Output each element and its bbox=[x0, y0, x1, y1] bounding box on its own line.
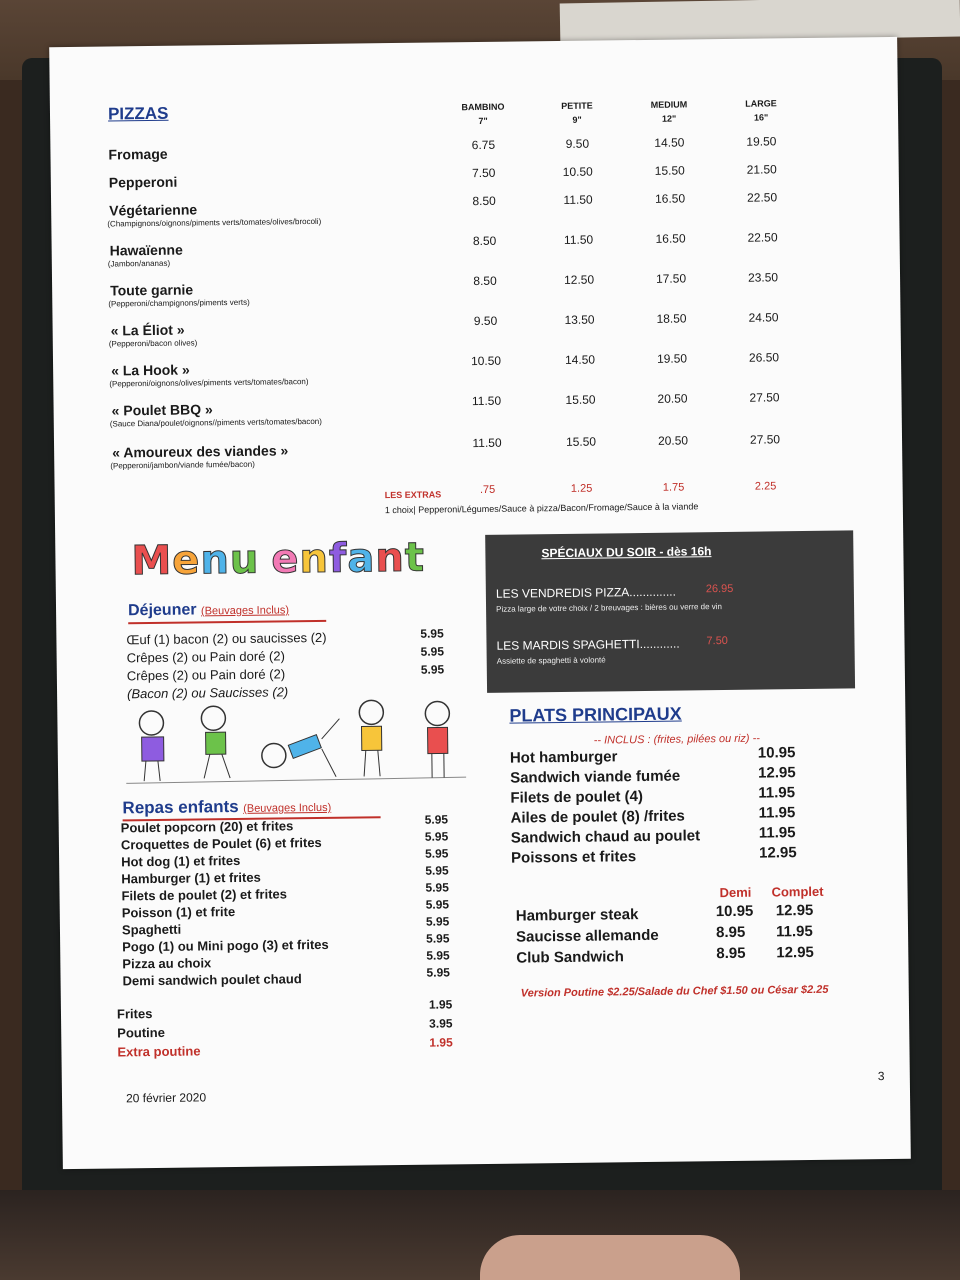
repas-price: 5.95 bbox=[426, 931, 450, 946]
page-number: 3 bbox=[877, 1069, 885, 1084]
pizza-price: 8.50 bbox=[472, 193, 496, 209]
dejeuner-item: Crêpes (2) ou Pain doré (2) bbox=[126, 666, 286, 684]
repas-item: Filets de poulet (2) et frites bbox=[121, 886, 288, 904]
repas-item: Pogo (1) ou Mini pogo (3) et frites bbox=[122, 936, 329, 955]
size-header-name: MEDIUM bbox=[650, 99, 688, 110]
special-description: Assiette de spaghetti à volonté bbox=[496, 655, 606, 666]
repas-item: Demi sandwich poulet chaud bbox=[122, 971, 302, 989]
pizza-price: 14.50 bbox=[654, 135, 685, 150]
repas-price: 5.95 bbox=[425, 897, 450, 912]
pizza-price: 11.50 bbox=[563, 192, 593, 207]
pizza-description: (Champignons/oignons/piments verts/tomates/olives/brocoli) bbox=[107, 216, 322, 229]
pizza-price: 20.50 bbox=[657, 391, 688, 406]
pizza-price: 15.50 bbox=[565, 434, 597, 449]
repas-item: Pizza au choix bbox=[122, 955, 212, 972]
pizza-name: Pepperoni bbox=[108, 173, 178, 191]
plat-price: 12.95 bbox=[757, 764, 796, 782]
plat-price-demi: 8.95 bbox=[716, 944, 746, 963]
size-header-name: PETITE bbox=[561, 100, 593, 111]
plat-item: Filets de poulet (4) bbox=[510, 788, 643, 807]
pizza-price: 26.50 bbox=[748, 350, 780, 365]
specials-box bbox=[485, 530, 855, 692]
pizza-price: 10.50 bbox=[562, 164, 593, 179]
dejeuner-title: Déjeuner bbox=[127, 601, 197, 620]
plats-title: PLATS PRINCIPAUX bbox=[509, 703, 682, 726]
plat-price: 11.95 bbox=[758, 824, 796, 842]
dejeuner-price: 5.95 bbox=[420, 662, 445, 677]
pizza-name: Végétarienne bbox=[109, 201, 198, 219]
dejeuner-item: (Bacon (2) ou Saucisses (2) bbox=[126, 684, 289, 702]
pizza-price: 24.50 bbox=[748, 310, 779, 325]
title-letter: n bbox=[200, 537, 231, 584]
extras-price: 1.25 bbox=[570, 482, 593, 495]
title-letter: e bbox=[271, 536, 300, 583]
side-price: 1.95 bbox=[428, 997, 453, 1012]
dejeuner-item: Crêpes (2) ou Pain doré (2) bbox=[126, 648, 285, 666]
pizza-name: Toute garnie bbox=[110, 281, 194, 299]
pizza-price: 7.50 bbox=[471, 165, 496, 181]
dejeuner-price: 5.95 bbox=[420, 626, 444, 641]
plat-price-complet: 12.95 bbox=[776, 943, 814, 962]
side-item: Frites bbox=[116, 1006, 153, 1022]
pizza-description: (Pepperoni/champignons/piments verts) bbox=[108, 297, 250, 309]
pizza-price: 22.50 bbox=[747, 230, 778, 245]
pizza-price: 15.50 bbox=[565, 392, 596, 407]
pizza-description: (Pepperoni/oignons/olives/piments verts/tomates/bacon) bbox=[109, 377, 309, 389]
title-letter: n bbox=[299, 535, 330, 583]
pizza-price: 27.50 bbox=[749, 432, 781, 447]
size-header-name: LARGE bbox=[745, 98, 777, 109]
dejeuner-price: 5.95 bbox=[420, 644, 445, 659]
pizza-price: 16.50 bbox=[655, 231, 686, 246]
pizza-name: Hawaïenne bbox=[109, 241, 183, 259]
extras-price: .75 bbox=[479, 483, 496, 496]
side-item: Poutine bbox=[117, 1024, 165, 1041]
dejeuner-note: (Beuvages Inclus) bbox=[200, 604, 290, 618]
pizza-price: 8.50 bbox=[473, 273, 497, 289]
pizza-price: 22.50 bbox=[746, 190, 778, 205]
pizza-price: 14.50 bbox=[564, 352, 596, 367]
special-price: 26.95 bbox=[705, 582, 734, 596]
pizza-price: 18.50 bbox=[656, 311, 687, 326]
repas-heading bbox=[122, 796, 331, 819]
pizza-price: 21.50 bbox=[746, 162, 777, 177]
plat-item: Hot hamburger bbox=[509, 748, 618, 767]
repas-price: 5.95 bbox=[424, 812, 449, 827]
pizza-price: 11.50 bbox=[563, 232, 594, 247]
pizza-price: 27.50 bbox=[749, 390, 780, 405]
title-letter: M bbox=[131, 537, 173, 585]
extras-note: 1 choix| Pepperoni/Légumes/Sauce à pizza/Bacon/Fromage/Sauce à la viande bbox=[384, 501, 699, 516]
pizza-price: 13.50 bbox=[564, 312, 595, 327]
menu-enfant-title bbox=[131, 535, 425, 585]
pizza-price: 6.75 bbox=[471, 137, 496, 153]
repas-price: 5.95 bbox=[425, 880, 449, 895]
col-complet: Complet bbox=[771, 883, 824, 900]
repas-item: Poulet popcorn (20) et frites bbox=[120, 818, 294, 836]
pizza-price: 12.50 bbox=[563, 272, 595, 287]
pizza-price: 17.50 bbox=[655, 271, 687, 286]
extras-label: LES EXTRAS bbox=[384, 489, 442, 501]
side-item: Extra poutine bbox=[117, 1043, 201, 1060]
background-paper bbox=[560, 0, 960, 43]
pizzas-title: PIZZAS bbox=[107, 103, 169, 124]
title-letter: a bbox=[347, 535, 376, 582]
plats-inclus: -- INCLUS : (frites, pilées ou riz) -- bbox=[593, 732, 761, 747]
repas-item: Croquettes de Poulet (6) et frites bbox=[120, 834, 322, 853]
pizza-price: 16.50 bbox=[654, 191, 686, 206]
plat-item: Sandwich viande fumée bbox=[510, 767, 681, 787]
extras-price: 1.75 bbox=[662, 481, 685, 494]
repas-item: Poisson (1) et frite bbox=[121, 904, 236, 921]
repas-note: (Beuvages Inclus) bbox=[243, 801, 332, 815]
special-item: LES VENDREDIS PIZZA.............. bbox=[495, 584, 677, 601]
plat-price-demi: 8.95 bbox=[715, 923, 746, 942]
special-item: LES MARDIS SPAGHETTI............ bbox=[496, 636, 680, 653]
foot-shape bbox=[480, 1235, 740, 1280]
plat-item: Ailes de poulet (8) /frites bbox=[510, 807, 685, 827]
plat-price-complet: 12.95 bbox=[775, 901, 814, 920]
title-letter: t bbox=[404, 534, 426, 581]
plat-item: Saucisse allemande bbox=[515, 926, 659, 946]
menu-date: 20 février 2020 bbox=[125, 1090, 207, 1106]
side-price: 3.95 bbox=[429, 1016, 453, 1031]
kids-drawing-illustration bbox=[125, 697, 468, 791]
title-letter: u bbox=[229, 536, 260, 584]
pizza-price: 23.50 bbox=[747, 270, 779, 285]
specials-title: SPÉCIAUX DU SOIR - dès 16h bbox=[541, 544, 712, 561]
repas-title: Repas enfants bbox=[122, 796, 239, 818]
plat-item: Club Sandwich bbox=[516, 948, 624, 967]
plat-item: Poissons et frites bbox=[511, 848, 637, 867]
repas-price: 5.95 bbox=[426, 965, 450, 980]
pizza-description: (Pepperoni/jambon/viande fumée/bacon) bbox=[110, 459, 255, 471]
pizza-price: 15.50 bbox=[654, 163, 685, 178]
size-header-inch: 7" bbox=[478, 115, 488, 126]
pizza-name: « Amoureux des viandes » bbox=[112, 442, 289, 461]
pizza-price: 10.50 bbox=[470, 353, 502, 369]
size-header-inch: 16" bbox=[753, 112, 769, 123]
col-demi: Demi bbox=[719, 884, 752, 901]
pizza-price: 19.50 bbox=[656, 351, 688, 366]
plat-price: 12.95 bbox=[758, 844, 797, 862]
plats-version-note: Version Poutine $2.25/Salade du Chef $1.50 ou César $2.25 bbox=[520, 983, 829, 1000]
size-header-inch: 9" bbox=[572, 114, 582, 125]
plat-item: Sandwich chaud au poulet bbox=[510, 827, 701, 847]
repas-price: 5.95 bbox=[426, 948, 450, 963]
dejeuner-underline bbox=[128, 620, 326, 624]
pizza-price: 9.50 bbox=[565, 136, 590, 151]
pizza-name: « Poulet BBQ » bbox=[111, 401, 213, 419]
plat-price: 10.95 bbox=[757, 744, 796, 762]
pizza-price: 9.50 bbox=[473, 313, 498, 329]
plat-price: 11.95 bbox=[758, 784, 796, 802]
repas-item: Hamburger (1) et frites bbox=[121, 869, 261, 887]
size-header-name: BAMBINO bbox=[461, 101, 505, 113]
title-letter: n bbox=[375, 534, 406, 582]
pizza-price: 19.50 bbox=[746, 134, 777, 149]
pizza-name: « La Hook » bbox=[111, 361, 190, 379]
repas-item: Hot dog (1) et frites bbox=[121, 852, 241, 870]
menu-page bbox=[49, 37, 911, 1169]
pizza-name: Fromage bbox=[108, 145, 168, 163]
pizza-description: (Jambon/ananas) bbox=[107, 258, 171, 269]
pizza-price: 20.50 bbox=[657, 433, 689, 448]
size-header-inch: 12" bbox=[661, 113, 677, 124]
special-description: Pizza large de votre choix / 2 breuvages : bières ou verre de vin bbox=[496, 602, 723, 614]
plat-price-demi: 10.95 bbox=[715, 902, 754, 921]
pizza-price: 11.50 bbox=[471, 393, 502, 409]
repas-price: 5.95 bbox=[424, 829, 449, 844]
dejeuner-heading bbox=[128, 600, 289, 620]
repas-price: 5.95 bbox=[425, 914, 450, 929]
repas-price: 5.95 bbox=[424, 846, 449, 861]
pizza-name: « La Éliot » bbox=[110, 321, 185, 339]
repas-item: Spaghetti bbox=[121, 921, 182, 938]
plat-item: Hamburger steak bbox=[515, 906, 639, 925]
extras-price: 2.25 bbox=[754, 480, 777, 493]
special-price: 7.50 bbox=[706, 634, 728, 648]
side-price: 1.95 bbox=[429, 1035, 453, 1050]
dejeuner-item: Œuf (1) bacon (2) ou saucisses (2) bbox=[126, 629, 327, 648]
plat-price-complet: 11.95 bbox=[775, 922, 813, 941]
pizza-description: (Sauce Diana/poulet/oignons//piments verts/tomates/bacon) bbox=[109, 416, 322, 429]
title-letter: f bbox=[328, 535, 348, 582]
pizza-price: 11.50 bbox=[472, 435, 502, 451]
title-letter: e bbox=[171, 537, 201, 584]
pizza-price: 8.50 bbox=[472, 233, 497, 249]
plat-price: 11.95 bbox=[758, 804, 796, 822]
pizza-description: (Pepperoni/bacon olives) bbox=[108, 338, 198, 349]
repas-price: 5.95 bbox=[425, 863, 449, 878]
